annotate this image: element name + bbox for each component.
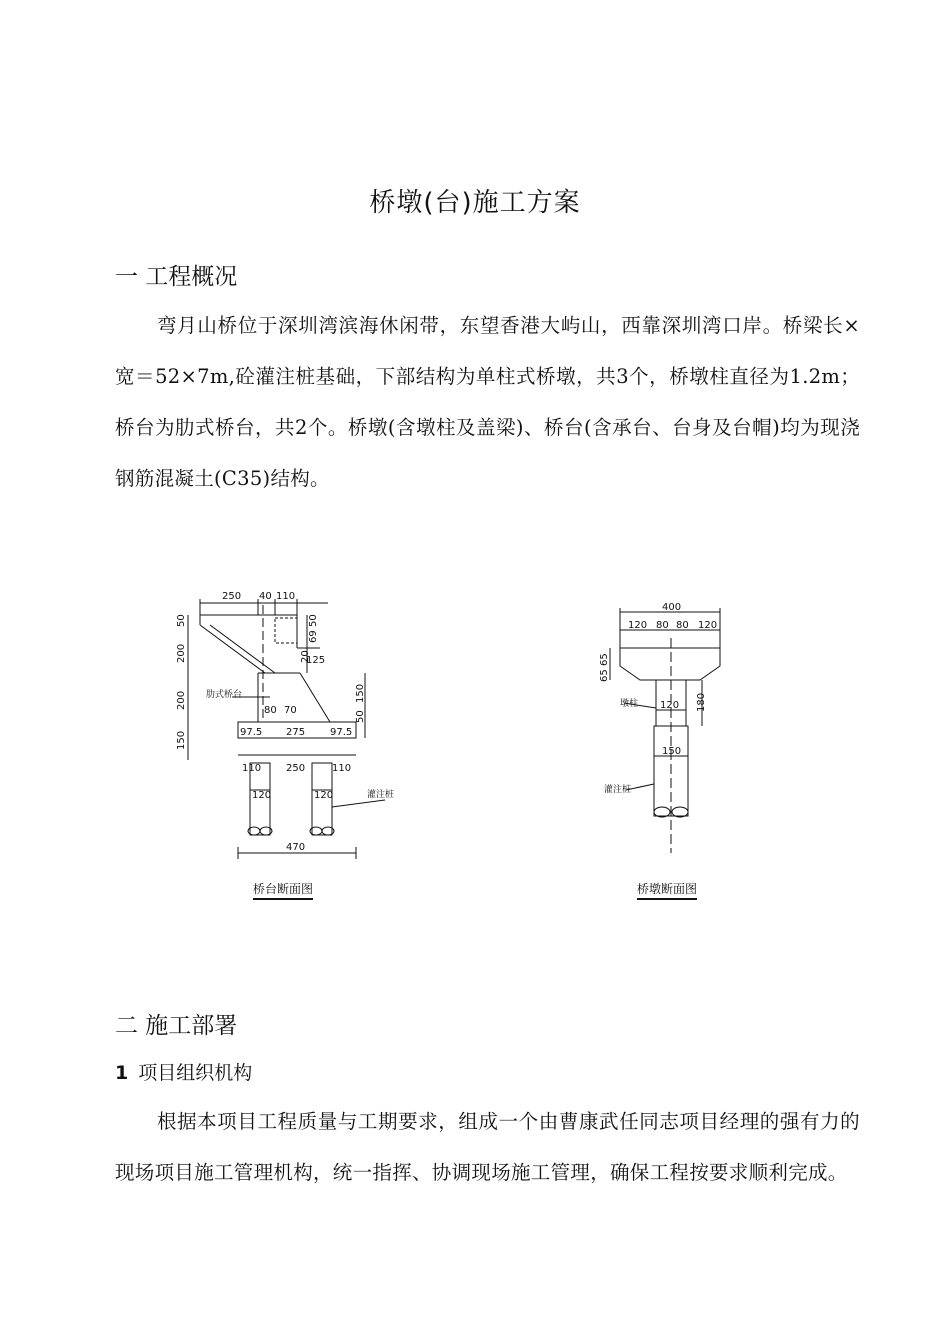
dim-label: 20	[300, 650, 311, 663]
dim-label: 120	[660, 700, 680, 711]
dim-label: 150	[176, 730, 187, 750]
dim-label: 400	[662, 602, 682, 613]
wing-slope	[200, 625, 265, 673]
dim-label: 110	[332, 763, 352, 774]
dim-label: 180	[696, 692, 707, 712]
cap-beam	[620, 648, 720, 680]
pier-drawing	[590, 598, 740, 858]
dim-label: 250	[286, 763, 306, 774]
dim-label: 275	[286, 727, 306, 738]
dim-label: 200	[176, 690, 187, 710]
dim-label: 120	[628, 620, 648, 631]
rear-slope	[300, 673, 330, 722]
dim-label: 40	[259, 591, 272, 602]
dim-label: 50	[355, 710, 366, 723]
dim-label: 65	[599, 669, 610, 682]
pier-caption: 桥墩断面图	[637, 880, 697, 900]
section-heading-deployment: 二 施工部署	[115, 1013, 238, 1039]
column-label: 墩柱	[620, 699, 639, 709]
wing-slope-inner	[210, 625, 275, 673]
dim-label: 97.5	[240, 727, 263, 738]
rib-abutment-label: 肋式桥台	[206, 690, 243, 700]
dim-label: 120	[314, 790, 334, 801]
overview-paragraph: 弯月山桥位于深圳湾滨海休闲带，东望香港大屿山，西靠深圳湾口岸。桥梁长×宽＝52×7m,砼灌注桩基础，下部结构为单柱式桥墩，共3个，桥墩柱直径为1.2m；桥台为肋式桥台，共2个。桥墩(含墩柱及盖梁)、桥台(含承台、台身及台帽)均为现浇钢筋混凝土(C35)结构。	[115, 314, 860, 490]
subsection-number: 1	[115, 1062, 129, 1084]
dim-label: 150	[662, 746, 682, 757]
dim-label: 50	[308, 614, 319, 627]
dim-label: 65	[599, 653, 610, 666]
dim-label: 69	[308, 630, 319, 643]
document-title: 桥墩(台)施工方案	[369, 188, 581, 218]
abutment-section-figure	[170, 585, 410, 874]
dim-label: 150	[355, 683, 366, 703]
dim-label: 80	[656, 620, 669, 631]
dim-label: 80	[264, 705, 277, 716]
pier-section-figure	[590, 598, 740, 862]
joint-detail	[275, 618, 297, 643]
dim-label: 80	[676, 620, 689, 631]
dim-label: 70	[284, 705, 297, 716]
section-heading-overview: 一 工程概况	[115, 264, 238, 290]
pile-label: 灌注桩	[367, 790, 395, 800]
dim-label: 125	[306, 655, 326, 666]
leader-line	[332, 800, 385, 807]
dim-label: 50	[176, 614, 187, 627]
dim-label: 97.5	[330, 727, 353, 738]
organization-paragraph: 根据本项目工程质量与工期要求，组成一个由曹康武任同志项目经理的强有力的现场项目施工管理机构，统一指挥、协调现场施工管理，确保工程按要求顺利完成。	[115, 1110, 860, 1184]
dim-label: 110	[242, 763, 262, 774]
dim-label: 250	[222, 591, 242, 602]
pile-label: 灌注桩	[604, 785, 632, 795]
dim-label: 110	[276, 591, 296, 602]
subsection-heading-organization	[115, 1058, 252, 1085]
dim-label: 120	[252, 790, 272, 801]
dim-label: 470	[286, 842, 306, 853]
abutment-caption: 桥台断面图	[253, 880, 313, 900]
dim-label: 200	[176, 643, 187, 663]
dim-label: 120	[698, 620, 718, 631]
subsection-title: 项目组织机构	[138, 1062, 253, 1084]
abutment-drawing	[170, 585, 410, 870]
